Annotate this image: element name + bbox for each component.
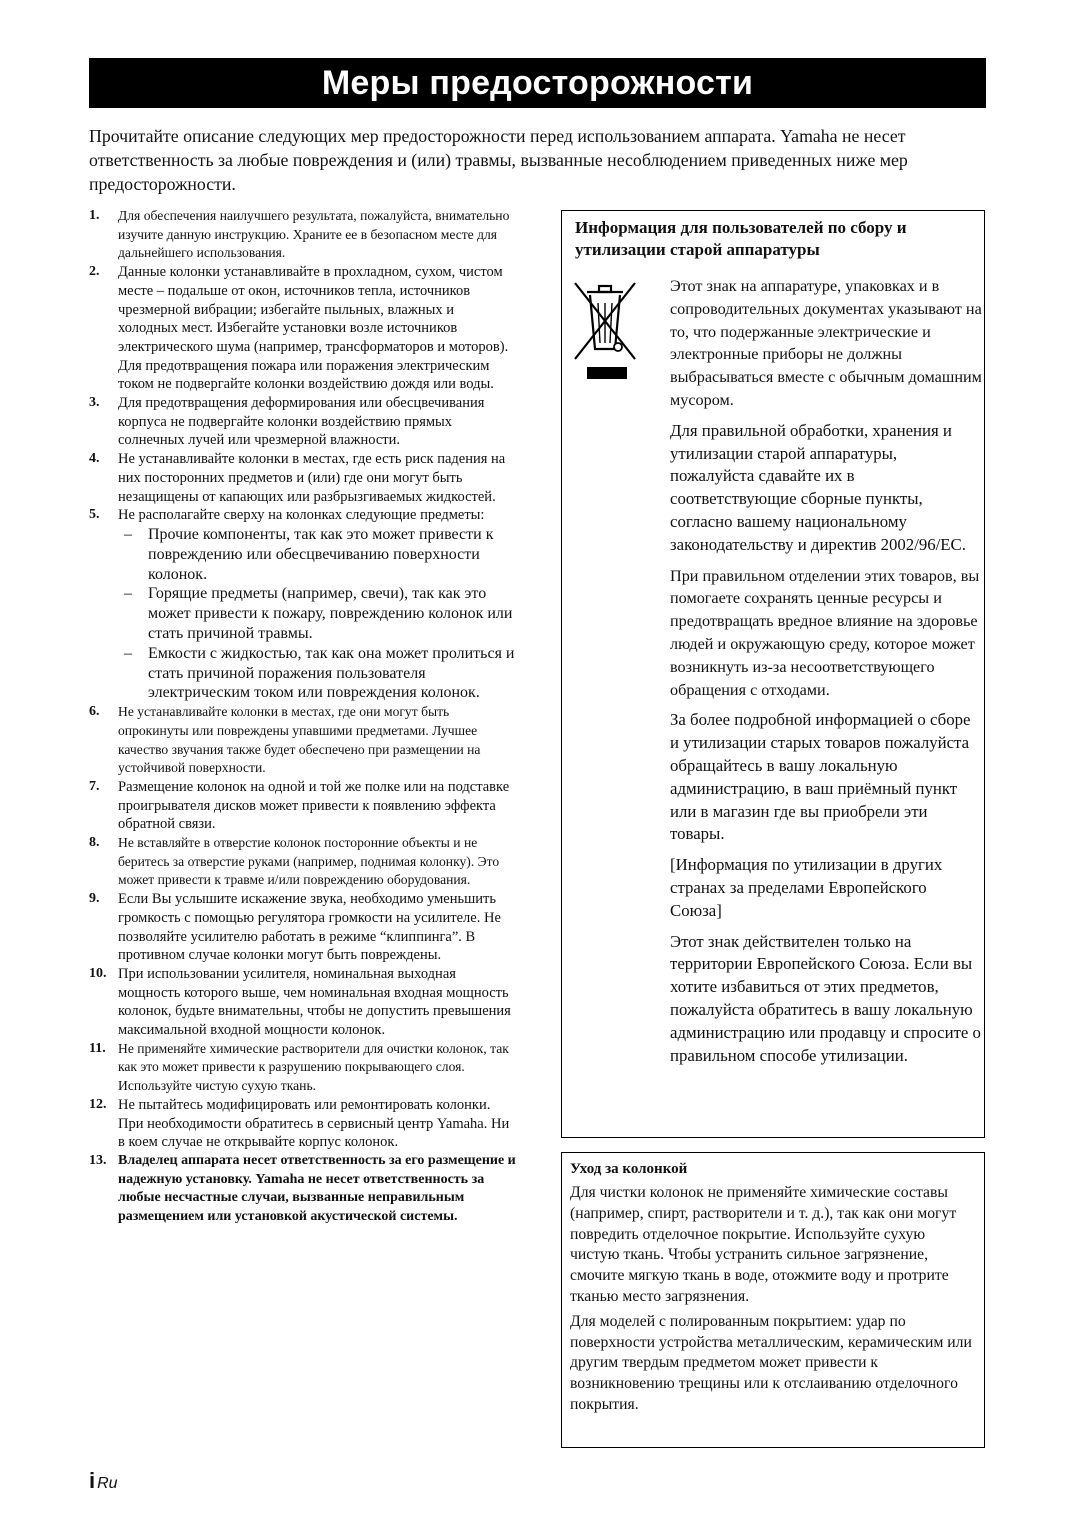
- item-text: При использовании усилителя, номинальная выходная мощность которого выше, чем номинальная входная мощность колонок, будьте внимательны, чтобы не допустить превышения максимальной входной мощности колонок.: [118, 965, 511, 1039]
- item-text: Для обеспечения наилучшего результата, пожалуйста, внимательно изучите данную инструкцию. Храните ее в безопасном месте для дальнейшего использования.: [118, 208, 510, 261]
- precaution-item-13: [89, 1152, 517, 1227]
- precaution-item-1: [89, 207, 517, 263]
- sub-item-text: Прочие компоненты, так как это может привести к повреждению или обесцвечиванию поверхности колонок.: [148, 525, 494, 583]
- disposal-info-box: [561, 210, 985, 1138]
- item-text: Для предотвращения деформирования или обесцвечивания корпуса не подвергайте колонки воздействию прямых солнечных лучей или чрезмерной влажности.: [118, 395, 485, 449]
- page-title: Меры предосторожности: [89, 58, 986, 108]
- speaker-care-box: [561, 1152, 985, 1448]
- item-text: Владелец аппарата несет ответственность за его размещение и надежную установку. Yamaha не несет ответственность за любые несчастные случаи, вызванные неправильным размещением или установкой акустической системы.: [118, 1153, 516, 1225]
- intro-paragraph: Прочитайте описание следующих мер предосторожности перед использованием аппарата. Yamaha не несет ответственность за любые повреждения и (или) травмы, вызванные несоблюдением приведенных ниже мер предосторожности.: [89, 126, 908, 194]
- item-number: 10.: [89, 965, 107, 981]
- precaution-item-7: [89, 778, 517, 834]
- sub-list: [118, 525, 517, 703]
- disposal-paragraph: Этот знак действителен только на территории Европейского Союза. Если вы хотите избавиться от этих предметов, пожалуйста обратитесь в вашу локальную администрацию или продавцу и спросите о правильном способе утилизации.: [670, 931, 981, 1065]
- item-text: Не применяйте химические растворители для очистки колонок, так как это может привести к разрушению покрывающего слоя. Используйте чистую сухую ткань.: [118, 1040, 509, 1094]
- precaution-item-11: [89, 1040, 517, 1096]
- precaution-item-3: [89, 394, 517, 450]
- item-text: Данные колонки устанавливайте в прохладном, сухом, чистом месте – подальше от окон, источников тепла, источников чрезмерной вибрации; избегайте пыльных, влажных и холодных мест. Избегайте установки возле источников электрического шума (например, трансформаторов и моторов). Для предотвращения пожара или поражения электрическим током не подвергайте колонки воздействию дождя или воды.: [118, 264, 509, 393]
- language-code: Ru: [97, 1475, 118, 1492]
- disposal-paragraph: При правильном отделении этих товаров, вы помогаете сохранять ценные ресурсы и предотвращать вредное влияние на здоровье людей и окружающую среду, которое может возникнуть из-за несоответствующего обращения с отходами.: [670, 566, 980, 699]
- disposal-paragraph: Этот знак на аппаратуре, упаковках и в сопроводительных документах указывают на то, что подержанные электрические и электронные приборы не должны выбрасываться вместе с обычным домашним мусором.: [670, 277, 982, 409]
- item-number: 12.: [89, 1096, 107, 1112]
- disposal-paragraphs: [670, 275, 982, 1075]
- disposal-paragraph: Для правильной обработки, хранения и утилизации старой аппаратуры, пожалуйста сдавайте их в соответствующие сборные пункты, согласно вашему национальному законодательству и директив 2002/96/EC.: [670, 420, 966, 554]
- item-number: 4.: [89, 451, 100, 467]
- precautions-list: [89, 207, 517, 1227]
- disposal-title: Информация для пользователей по сбору и утилизации старой аппаратуры: [575, 218, 907, 259]
- item-text: Не устанавливайте колонки в местах, где есть риск падения на них посторонних предметов и (или) где они могут быть незащищены от капающих или разбрызгиваемых жидкостей.: [118, 451, 506, 505]
- item-number: 13.: [89, 1153, 107, 1168]
- sub-list-item: – Прочие компоненты, так как это может привести к повреждению или обесцвечиванию поверхности колонок.: [124, 525, 494, 583]
- precaution-item-12: [89, 1096, 517, 1152]
- item-text: Не устанавливайте колонки в местах, где они могут быть опрокинуты или повреждены упавшими предметами. Лучшее качество звучания также будет обеспечено при размещении на устойчивой поверхности.: [118, 704, 481, 776]
- item-text: Не пытайтесь модифицировать или ремонтировать колонки. При необходимости обратитесь в сервисный центр Yamaha. Ни в коем случае не открывайте корпус колонок.: [118, 1096, 510, 1151]
- care-title: Уход за колонкой: [570, 1161, 688, 1177]
- page-footer: [89, 1468, 118, 1494]
- item-text: Размещение колонок на одной и той же полке или на подставке проигрывателя дисков может привести к появлению эффекта обратной связи.: [118, 778, 510, 833]
- item-number: 7.: [89, 778, 100, 794]
- sub-item-text: Горящие предметы (например, свечи), так как это может привести к пожару, повреждению колонок или стать причиной травмы.: [148, 585, 513, 642]
- item-number: 6.: [89, 704, 100, 720]
- item-number: 2.: [89, 264, 100, 280]
- care-paragraph: Для моделей с полированным покрытием: удар по поверхности устройства металлическим, керамическим или другим твердым предметом может привести к возникновению трещины или к отслаиванию отделочного покрытия.: [570, 1312, 972, 1413]
- sub-item-text: Емкости с жидкостью, так как она может пролиться и стать причиной поражения пользователя электрическим током или повреждения колонок.: [148, 644, 515, 702]
- precaution-item-2: [89, 263, 517, 394]
- precaution-item-9: [89, 890, 517, 965]
- precaution-item-5: [89, 506, 517, 703]
- page-number: i: [89, 1468, 96, 1493]
- disposal-paragraph: За более подробной информацией о сборе и утилизации старых товаров пожалуйста обращайтесь в вашу локальную администрацию, в ваш приёмный пункт или в магазин где вы приобрели эти товары.: [670, 710, 971, 844]
- sub-list-item: – Горящие предметы (например, свечи), так как это может привести к пожару, повреждению колонок или стать причиной травмы.: [124, 585, 513, 642]
- item-number: 5.: [89, 507, 100, 523]
- precaution-item-4: [89, 450, 517, 506]
- disposal-paragraph: [Информация по утилизации в других странах за пределами Европейского Союза]: [670, 855, 943, 920]
- precaution-item-6: [89, 703, 517, 778]
- precaution-item-10: [89, 965, 517, 1040]
- item-text: Не вставляйте в отверстие колонок посторонние объекты и не беритесь за отверстие руками (например, поднимая колонку). Это может привести к травме и/или повреждению оборудования.: [118, 835, 500, 888]
- item-number: 11.: [89, 1040, 106, 1056]
- precaution-item-8: [89, 834, 517, 890]
- item-number: 1.: [89, 208, 100, 223]
- weee-crossed-bin-icon: [573, 279, 637, 392]
- item-number: 9.: [89, 891, 100, 907]
- care-paragraph: Для чистки колонок не применяйте химические составы (например, спирт, растворители и т. д.), так как они могут повредить отделочное покрытие. Используйте сухую чистую ткань. Чтобы устранить сильное загрязнение, смочите мягкую ткань в воде, отожмите воду и протрите тканью место загрязнения.: [570, 1184, 957, 1305]
- sub-list-item: – Емкости с жидкостью, так как она может пролиться и стать причиной поражения пользователя электрическим током или повреждения колонок.: [124, 644, 515, 702]
- item-text: Не располагайте сверху на колонках следующие предметы:: [118, 507, 485, 524]
- item-number: 3.: [89, 395, 100, 411]
- item-number: 8.: [89, 835, 100, 851]
- item-text: Если Вы услышите искажение звука, необходимо уменьшить громкость с помощью регулятора громкости на усилителе. Не позволяйте усилителю работать в режиме “клиппинга”. В противном случае колонки могут быть повреждены.: [118, 891, 501, 964]
